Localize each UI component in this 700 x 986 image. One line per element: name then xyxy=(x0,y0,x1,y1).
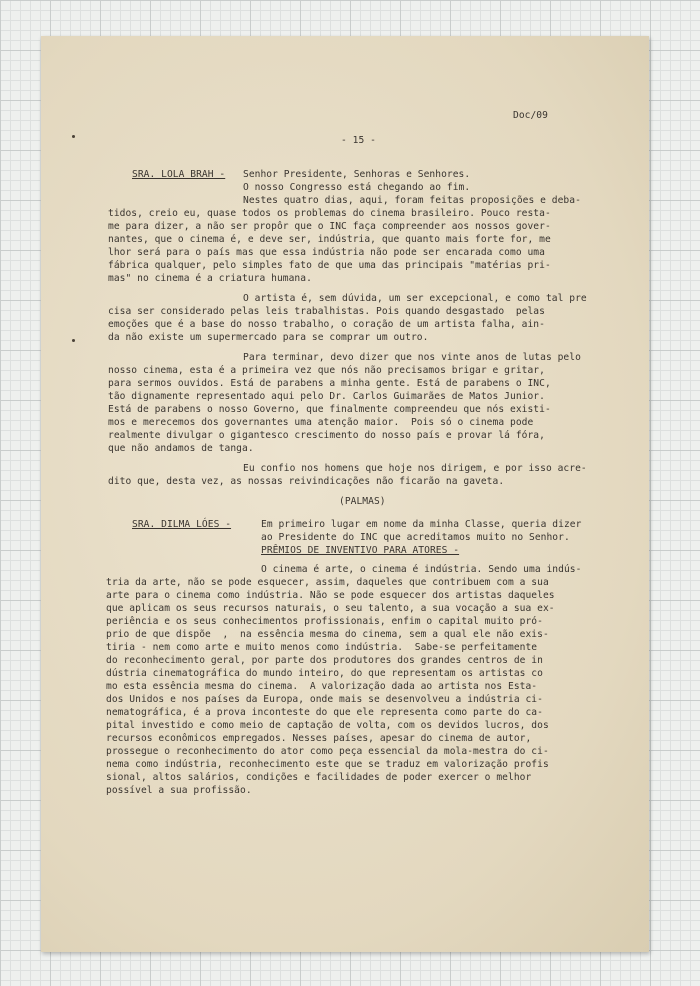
page-number: - 15 - xyxy=(341,135,376,146)
text-line: ao Presidente do INC que acreditamos muito no Senhor. xyxy=(261,532,570,543)
text-line: prio de que dispõe , na essência mesma do cinema, sem a qual ele não exis- xyxy=(106,629,549,640)
text-line: Para terminar, devo dizer que nos vinte anos de lutas pelo xyxy=(243,352,581,363)
text-line: que não andamos de tanga. xyxy=(108,443,254,454)
text-line: mos e merecemos dos governantes uma atenção maior. Pois só o cinema pode xyxy=(108,417,534,428)
text-line: realmente divulgar o gigantesco crescimento do nosso país e provar lá fóra, xyxy=(108,430,545,441)
text-line: cisa ser considerado pelas leis trabalhistas. Pois quando desgastado pelas xyxy=(108,306,545,317)
text-line: periência e os seus conhecimentos profissionais, enfim o capital muito pró- xyxy=(106,616,543,627)
text-line: recursos econômicos empregados. Nesses países, apesar do cinema de autor, xyxy=(106,733,532,744)
text-line: para sermos ouvidos. Está de parabens a minha gente. Está de parabens o INC, xyxy=(108,378,551,389)
text-line: tiria - nem como arte e muito menos como indústria. Sabe-se perfeitamente xyxy=(106,642,538,653)
text-line: tidos, creio eu, quase todos os problemas do cinema brasileiro. Pouco resta- xyxy=(108,208,551,219)
text-line: Está de parabens o nosso Governo, que finalmente compreendeu que nós existi- xyxy=(108,404,551,415)
text-line: dústria cinematográfica do mundo inteiro, do que representam os artistas co xyxy=(106,668,543,679)
text-line: que aplicam os seus recursos naturais, o seu talento, a sua vocação a sua ex- xyxy=(106,603,555,614)
text-line: O nosso Congresso está chegando ao fim. xyxy=(243,182,471,193)
punch-mark xyxy=(72,339,75,342)
text-line: do reconhecimento geral, por parte dos produtores dos grandes centros de in xyxy=(106,655,543,666)
text-line: lhor será para o país mas que essa indústria não pode ser encarada como uma xyxy=(108,247,545,258)
text-line: fábrica qualquer, pelo simples fato de que uma das principais "matérias pri- xyxy=(108,260,551,271)
text-line: me para dizer, a não ser propôr que o INC faça compreender aos nossos gover- xyxy=(108,221,551,232)
text-line: dos Unidos e nos países da Europa, onde mais se desenvolveu a indústria ci- xyxy=(106,694,543,705)
text-line: prossegue o reconhecimento do ator como peça essencial da mola-mestra do ci- xyxy=(106,746,549,757)
text-line: Senhor Presidente, Senhoras e Senhores. xyxy=(243,169,471,180)
text-line: dito que, desta vez, as nossas reivindicações não ficarão na gaveta. xyxy=(108,476,505,487)
text-line: nematográfica, é a prova inconteste do que ele representa como parte do ca- xyxy=(106,707,543,718)
punch-mark xyxy=(72,135,75,138)
text-line: pital investido e como meio de captação de volta, com os devidos lucros, dos xyxy=(106,720,549,731)
section-heading: PRÊMIOS DE INVENTIVO PARA ATORES - xyxy=(261,545,460,556)
document-page xyxy=(41,36,649,952)
text-line: emoções que é a base do nosso trabalho, o coração de um artista falha, ain- xyxy=(108,319,545,330)
text-line: arte para o cinema como indústria. Não se pode esquecer dos artistas daqueles xyxy=(106,590,555,601)
speaker-name: SRA. DILMA LÓES - xyxy=(132,519,232,530)
text-line: sional, altos salários, condições e facilidades de poder exercer o melhor xyxy=(106,772,532,783)
text-line: nema como indústria, reconhecimento este que se traduz em valorização profis xyxy=(106,759,549,770)
text-line: Em primeiro lugar em nome da minha Classe, queria dizer xyxy=(261,519,582,530)
text-line: nantes, que o cinema é, e deve ser, indústria, que quanto mais forte for, me xyxy=(108,234,551,245)
text-line: possível a sua profissão. xyxy=(106,785,252,796)
text-line: tão dignamente representado aqui pelo Dr. Carlos Guimarães de Matos Junior. xyxy=(108,391,545,402)
text-line: mo esta essência mesma do cinema. A valorização dada ao artista nos Esta- xyxy=(106,681,538,692)
applause-note: (PALMAS) xyxy=(339,496,386,507)
text-line: O cinema é arte, o cinema é indústria. Sendo uma indús- xyxy=(261,564,582,575)
speaker-name: SRA. LOLA BRAH - xyxy=(132,169,226,180)
text-line: Eu confio nos homens que hoje nos dirigem, e por isso acre- xyxy=(243,463,587,474)
text-line: nosso cinema, esta é a primeira vez que nós não precisamos brigar e gritar, xyxy=(108,365,545,376)
document-code: Doc/09 xyxy=(513,110,548,121)
text-line: mas" no cinema é a criatura humana. xyxy=(108,273,312,284)
text-line: Nestes quatro dias, aqui, foram feitas proposições e deba- xyxy=(243,195,581,206)
text-line: tria da arte, não se pode esquecer, assim, daqueles que contribuem com a sua xyxy=(106,577,549,588)
text-line: da não existe um supermercado para se comprar um outro. xyxy=(108,332,429,343)
text-line: O artista é, sem dúvida, um ser excepcional, e como tal pre xyxy=(243,293,587,304)
